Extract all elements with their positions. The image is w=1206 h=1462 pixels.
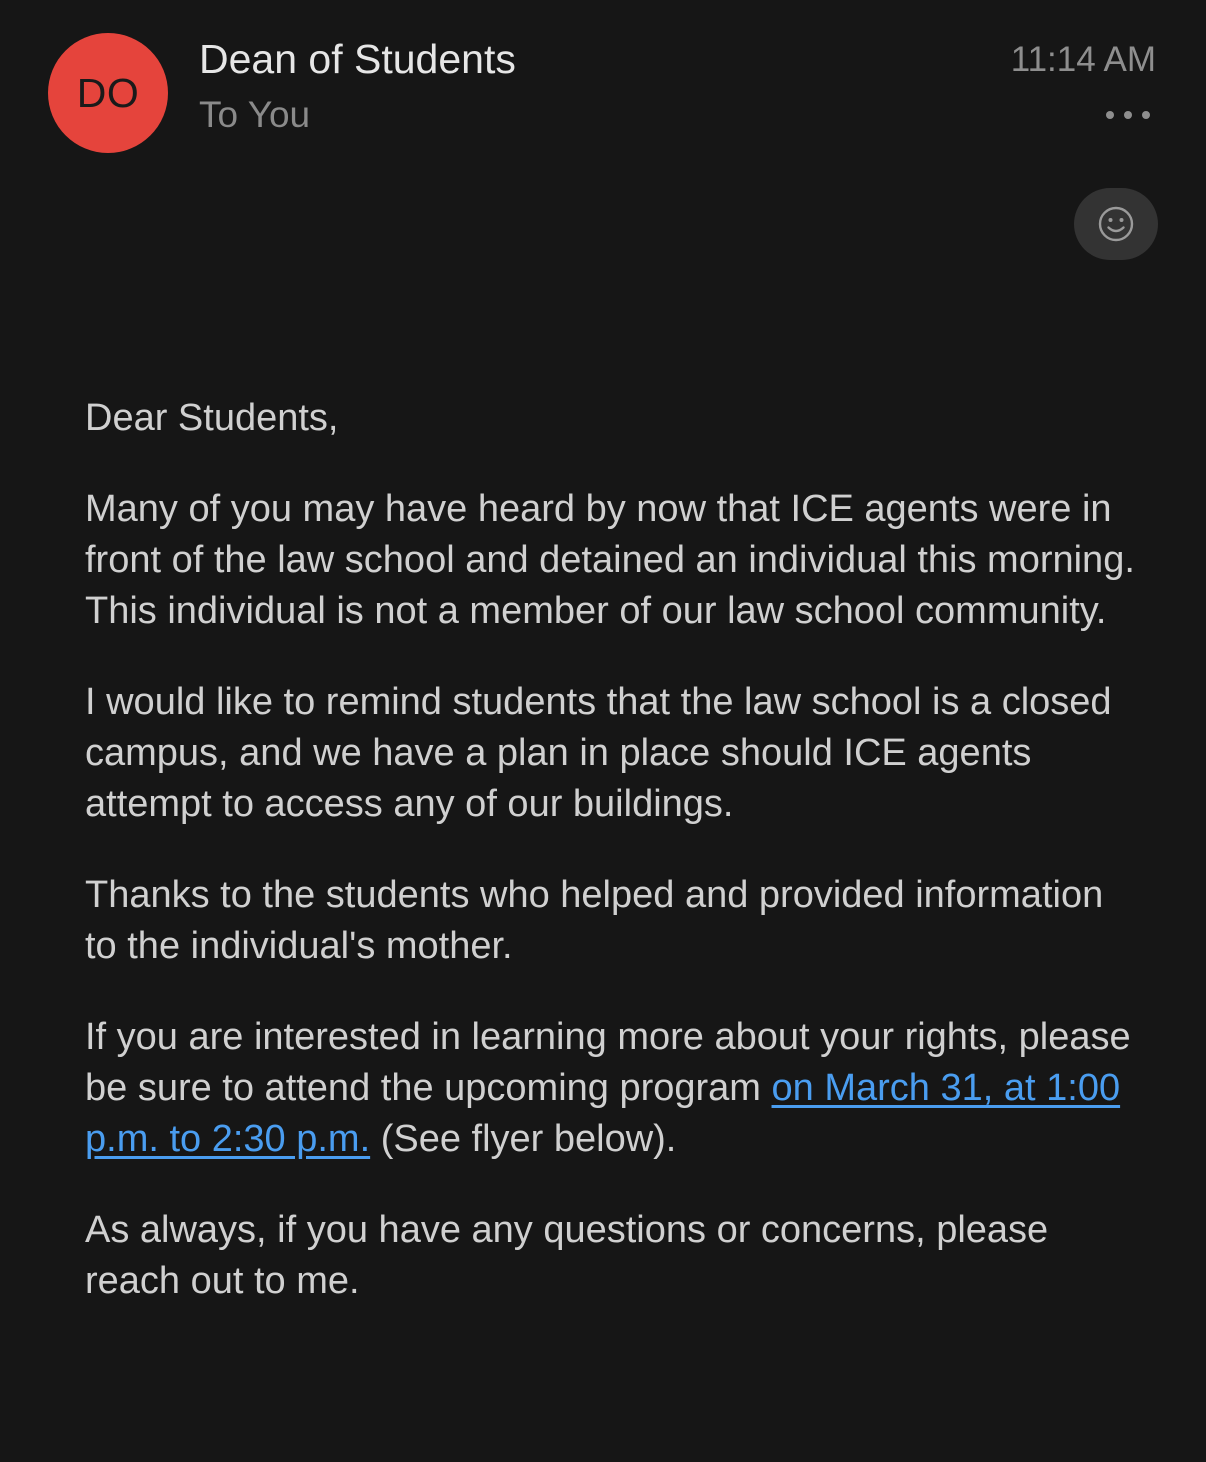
add-reaction-button[interactable] [1074, 188, 1158, 260]
message-paragraph-5: As always, if you have any questions or concerns, please reach out to me. [85, 1209, 1049, 1302]
sender-name[interactable]: Dean of Students [199, 36, 516, 82]
more-horizontal-icon-dot [1124, 111, 1132, 119]
avatar[interactable] [48, 33, 168, 153]
email-header [0, 0, 1206, 160]
message-paragraph-3: Thanks to the students who helped and provided information to the individual's mother. [85, 874, 1104, 967]
recipient-label[interactable]: To You [199, 94, 311, 135]
message-paragraph-2: I would like to remind students that the law school is a closed campus, and we have a plan in place should ICE agents attempt to access any of our buildings. [85, 681, 1112, 825]
greeting: Dear Students, [85, 397, 339, 439]
timestamp: 11:14 AM [1010, 40, 1156, 79]
more-horizontal-icon [1106, 111, 1114, 119]
paragraph-4-text-before: If you are interested in learning more about your rights, please be sure to attend the upcoming program [85, 1016, 1131, 1109]
message-paragraph-1: Many of you may have heard by now that ICE agents were in front of the law school and detained an individual this morning. This individual is not a member of our law school community. [85, 488, 1135, 632]
smiley-icon [1097, 205, 1135, 243]
avatar-initials: DO [76, 69, 140, 116]
more-options-button[interactable] [1106, 100, 1150, 130]
event-date-link[interactable]: on March 31, at 1:00 p.m. to 2:30 p.m. [85, 1067, 1121, 1160]
more-horizontal-icon-dot [1142, 111, 1150, 119]
paragraph-4-text-after: (See flyer below). [370, 1118, 677, 1160]
message-paragraph-4 [85, 1012, 1145, 1165]
message-body [85, 393, 1145, 1347]
